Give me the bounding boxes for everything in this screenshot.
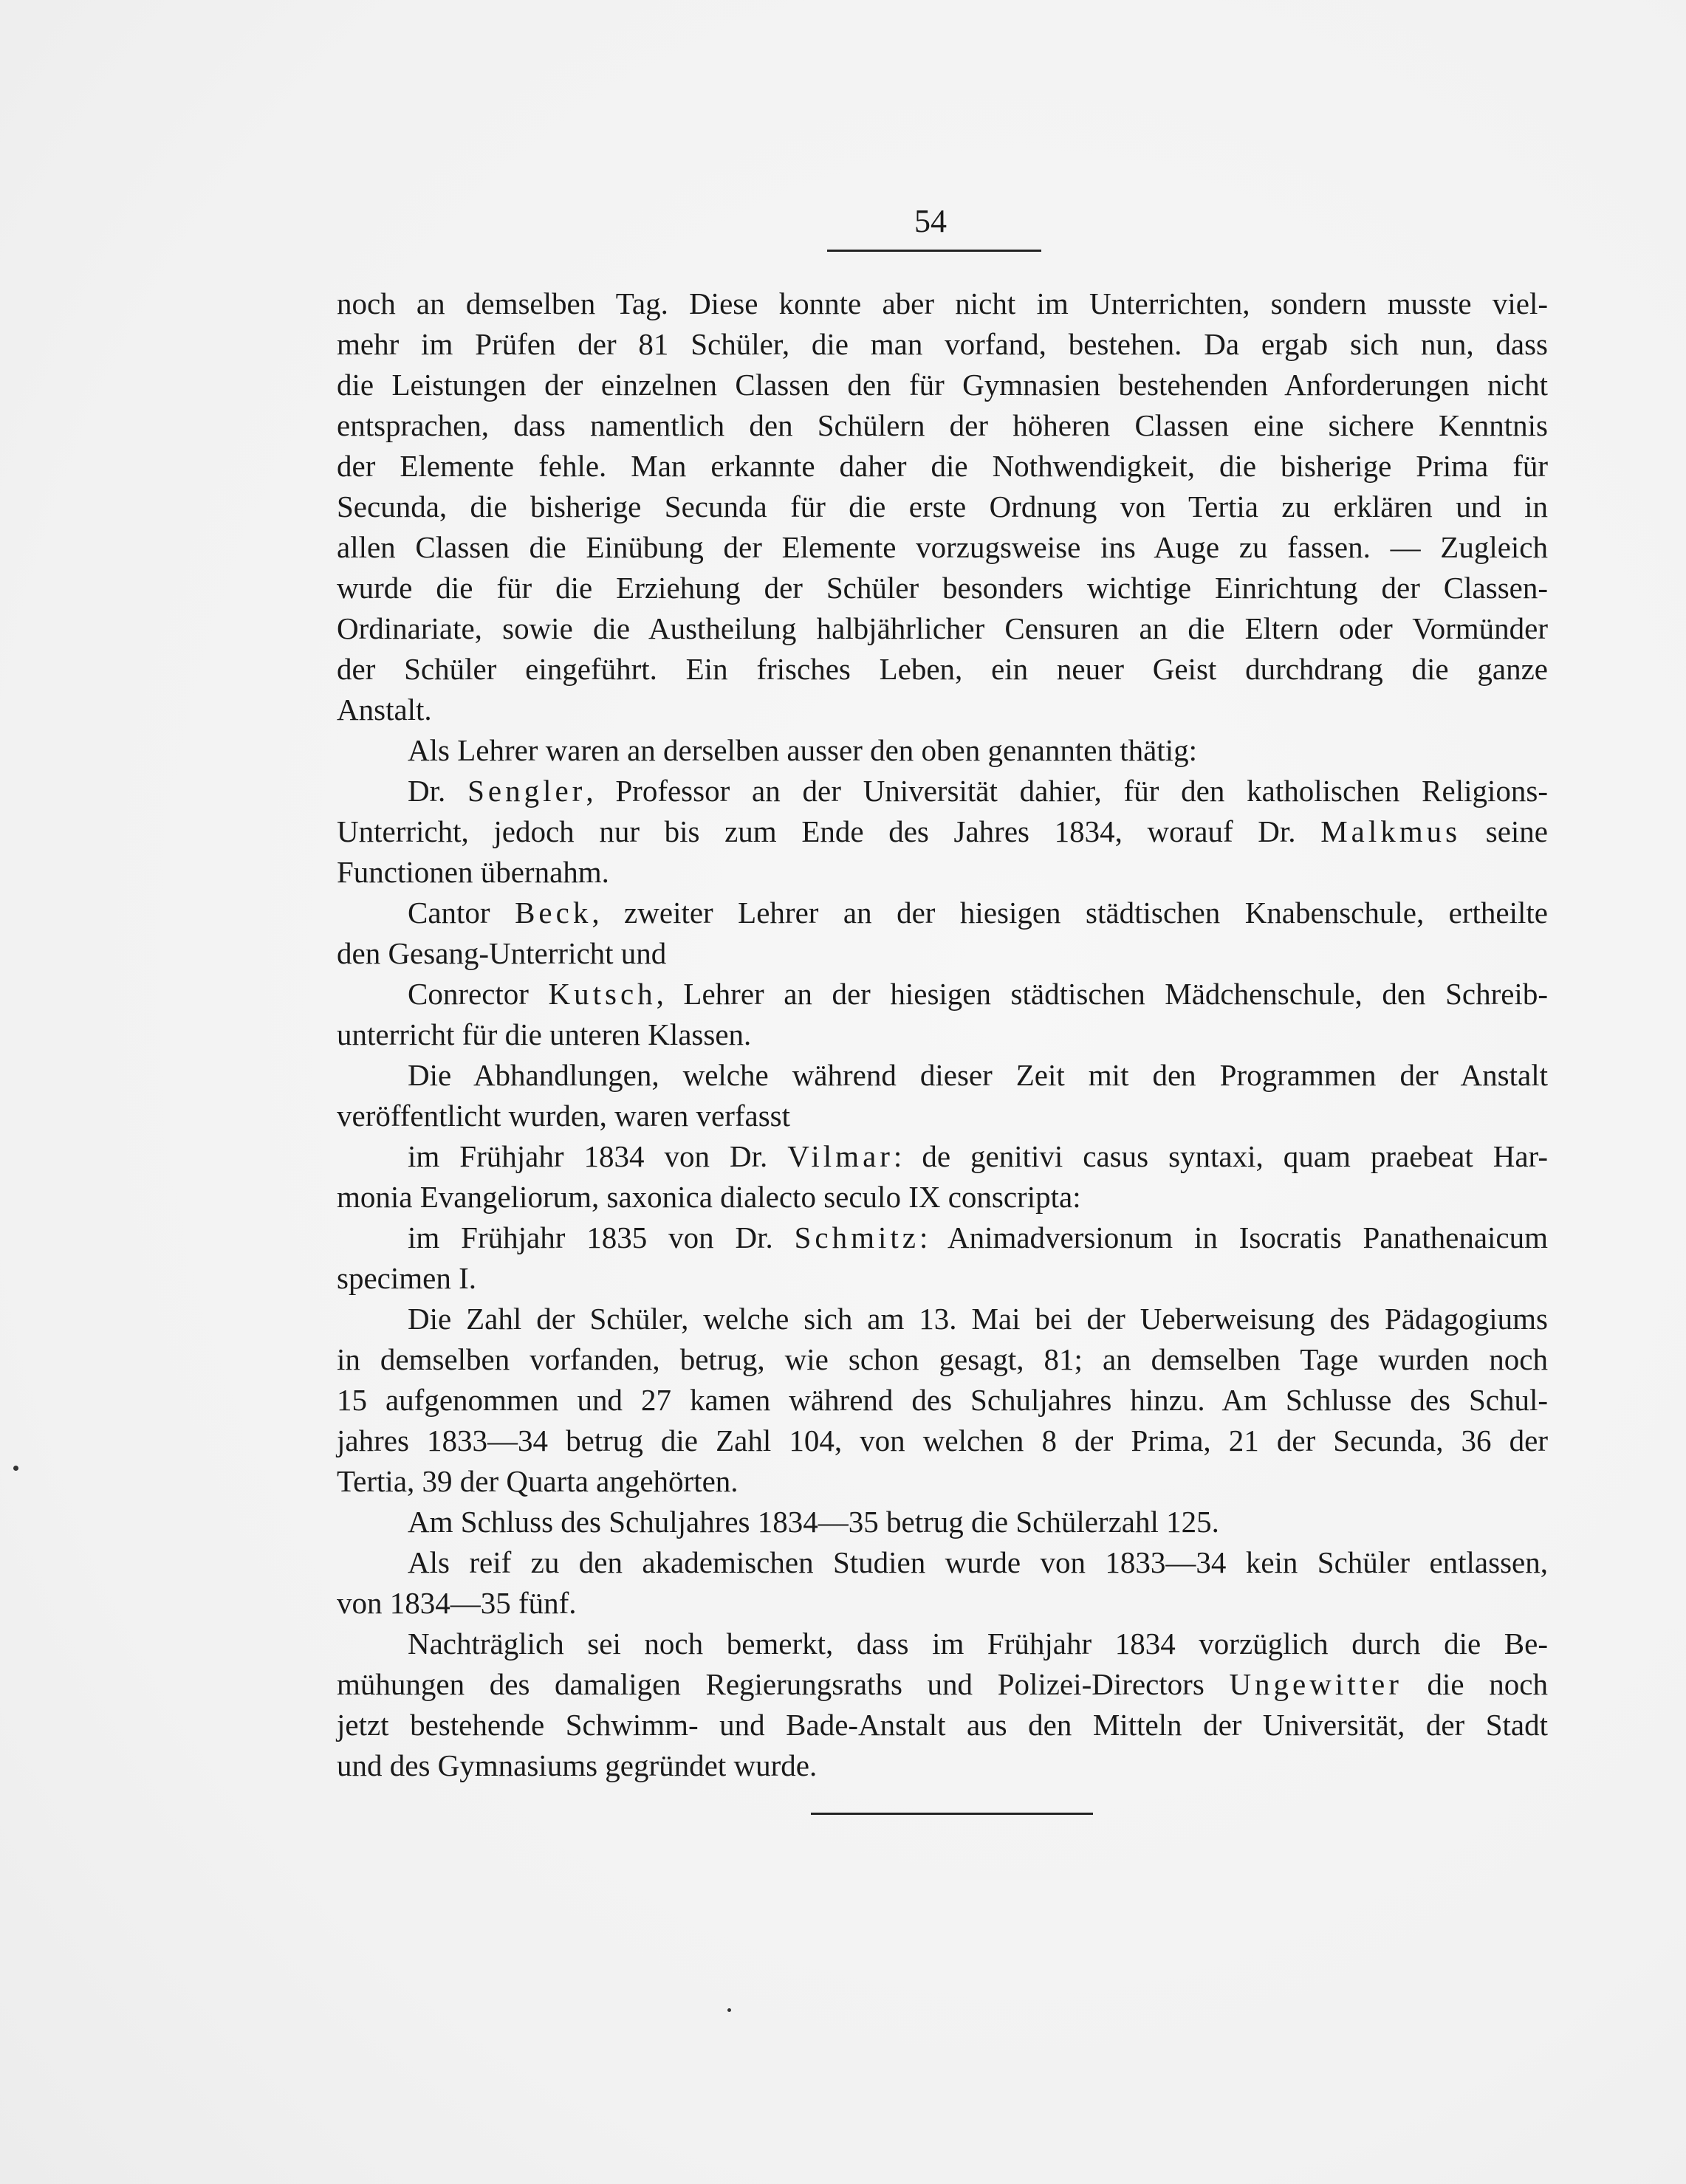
- spaced-name: Kutsch: [548, 977, 657, 1011]
- paper-speck: [13, 1466, 18, 1471]
- spaced-name: Schmitz: [794, 1220, 919, 1254]
- text-line: veröffentlicht wurden, waren verfasst: [337, 1099, 790, 1133]
- text-line: im Frühjahr 1835 von Dr. Schmitz: Animadversionum in Isocratis Panathenaicum: [408, 1220, 1549, 1254]
- text-line: Die Zahl der Schüler, welche sich am 13. Mai bei der Ueberweisung des Pädagogiums: [408, 1302, 1548, 1336]
- text-line: Unterricht, jedoch nur bis zum Ende des Jahres 1834, worauf Dr. Malkmus seine: [337, 814, 1548, 848]
- spaced-name: Sengler: [467, 774, 586, 808]
- spaced-name: Malkmus: [1320, 814, 1461, 848]
- text-line: allen Classen die Einübung der Elemente vorzugsweise ins Auge zu fassen. — Zugleich: [337, 530, 1548, 564]
- text-line: den Gesang-Unterricht und: [337, 936, 667, 970]
- text-line: die Leistungen der einzelnen Classen den für Gymnasien bestehenden Anforderungen nicht: [337, 368, 1548, 402]
- text-line: Dr. Sengler, Professor an der Universität dahier, für den katholischen Religions-: [408, 774, 1549, 808]
- paper-speck: [727, 2008, 731, 2012]
- text-line: noch an demselben Tag. Diese konnte aber nicht im Unterrichten, sondern musste viel-: [337, 286, 1548, 320]
- text-line: der Elemente fehle. Man erkannte daher die Nothwendigkeit, die bisherige Prima für: [337, 449, 1548, 483]
- text-line: Ordinariate, sowie die Austheilung halbjährlicher Censuren an die Eltern oder Vormünder: [337, 611, 1548, 645]
- text-line: in demselben vorfanden, betrug, wie schon gesagt, 81; an demselben Tage wurden noch: [337, 1342, 1548, 1376]
- spaced-name: Beck: [515, 896, 592, 930]
- text-line: und des Gymnasiums gegründet wurde.: [337, 1748, 818, 1782]
- text-line: Conrector Kutsch, Lehrer an der hiesigen städtischen Mädchenschule, den Schreib-: [408, 977, 1548, 1011]
- text-line: 15 aufgenommen und 27 kamen während des Schuljahres hinzu. Am Schlusse des Schul-: [337, 1383, 1548, 1417]
- text-line: von 1834—35 fünf.: [337, 1586, 577, 1620]
- text-line: Secunda, die bisherige Secunda für die erste Ordnung von Tertia zu erklären und in: [337, 490, 1548, 523]
- text-line: Am Schluss des Schuljahres 1834—35 betrug die Schülerzahl 125.: [408, 1505, 1219, 1539]
- text-line: Anstalt.: [337, 693, 432, 727]
- footer-rule: [811, 1813, 1093, 1815]
- text-line: Tertia, 39 der Quarta angehörten.: [337, 1464, 739, 1498]
- text-line: mehr im Prüfen der 81 Schüler, die man vorfand, bestehen. Da ergab sich nun, dass: [337, 327, 1548, 361]
- text-line: Die Abhandlungen, welche während dieser Zeit mit den Programmen der Anstalt: [408, 1058, 1548, 1092]
- text-line: Als reif zu den akademischen Studien wurde von 1833—34 kein Schüler entlassen,: [408, 1545, 1548, 1579]
- text-line: Nachträglich sei noch bemerkt, dass im Frühjahr 1834 vorzüglich durch die Be-: [408, 1627, 1548, 1661]
- text-line: Functionen übernahm.: [337, 855, 609, 889]
- text-line: jahres 1833—34 betrug die Zahl 104, von welchen 8 der Prima, 21 der Secunda, 36 der: [337, 1424, 1548, 1457]
- header-rule: [827, 250, 1041, 252]
- text-line: mühungen des damaligen Regierungsraths und Polizei-Directors Ungewitter die noch: [337, 1667, 1548, 1701]
- text-line: specimen I.: [337, 1261, 476, 1295]
- page-number: 54: [914, 203, 947, 239]
- body-text: [337, 284, 1548, 1786]
- spaced-name: Vilmar: [787, 1139, 894, 1173]
- text-line: im Frühjahr 1834 von Dr. Vilmar: de genitivi casus syntaxi, quam praebeat Har-: [408, 1139, 1549, 1173]
- text-line: wurde die für die Erziehung der Schüler besonders wichtige Einrichtung der Classen-: [337, 571, 1548, 605]
- text-line: der Schüler eingeführt. Ein frisches Leben, ein neuer Geist durchdrang die ganze: [337, 652, 1548, 686]
- spaced-name: Ungewitter: [1229, 1667, 1402, 1701]
- text-line: entsprachen, dass namentlich den Schülern der höheren Classen eine sichere Kenntnis: [337, 408, 1548, 442]
- text-line: jetzt bestehende Schwimm- und Bade-Anstalt aus den Mitteln der Universität, der Stadt: [337, 1708, 1548, 1742]
- text-line: Als Lehrer waren an derselben ausser den oben genannten thätig:: [408, 733, 1198, 767]
- text-line: Cantor Beck, zweiter Lehrer an der hiesigen städtischen Knabenschule, ertheilte: [408, 896, 1548, 930]
- text-line: unterricht für die unteren Klassen.: [337, 1017, 752, 1051]
- text-line: monia Evangeliorum, saxonica dialecto seculo IX conscripta:: [337, 1180, 1081, 1214]
